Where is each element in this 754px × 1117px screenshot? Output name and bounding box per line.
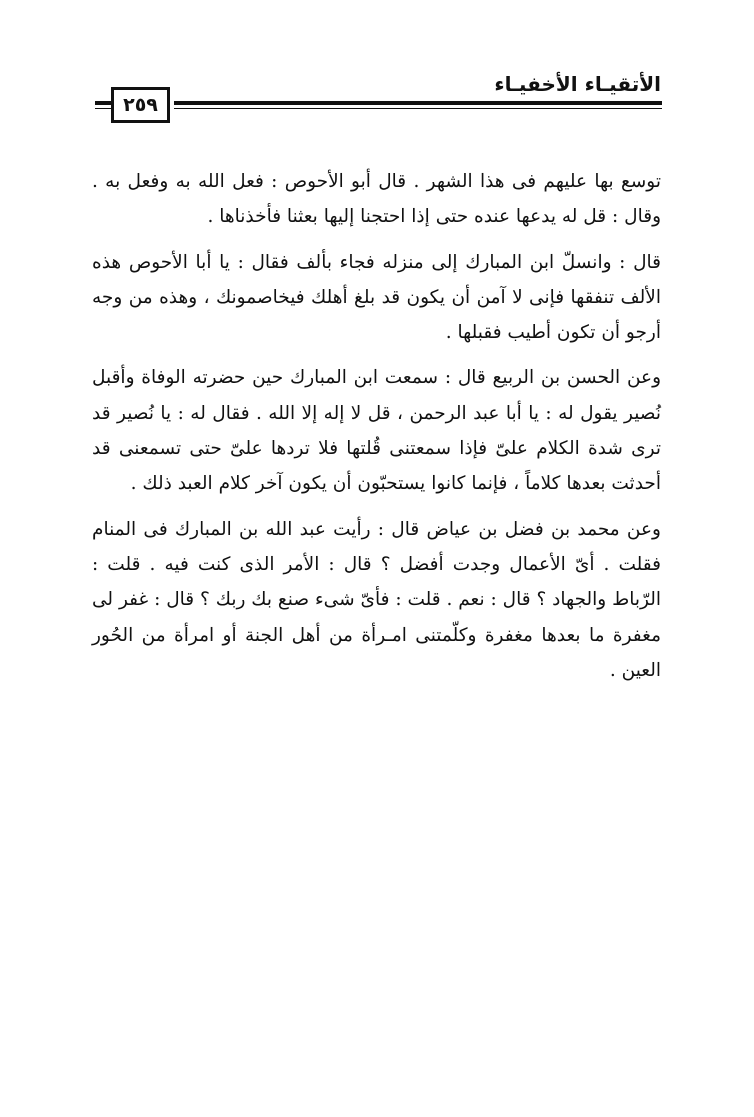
- header-rule-thick: [174, 101, 662, 105]
- paragraph: توسع بها عليهم فى هذا الشهر . قال أبو الأحوص : فعل الله به وفعل به . وقال : قل له يدعها عنده حتى إذا احتجنا إليها بعثنا فأخذناها .: [92, 171, 661, 228]
- header-rule-thin: [174, 108, 662, 109]
- paragraph: وعن الحسن بن الربيع قال : سمعت ابن المبارك حين حضرته الوفاة وأقبل نُصير يقول له : يا أبا عبد الرحمن ، قل لا إله إلا الله . فقال له : يا نُصير قد ترى شدة الكلام علىّ فإذا سمعتنى قُلتها فلا تردها علىّ حتى تسمعنى قد أحدثت بعدها كلاماً ، فإنما كانوا يستحبّون أن يكون آخر كلام العبد ذلك .: [92, 367, 661, 495]
- paragraph: وعن محمد بن فضل بن عياض قال : رأيت عبد الله بن المبارك فى المنام فقلت . أىّ الأعمال وجدت أفضل ؟ قال : الأمر الذى كنت فيه . قلت : الرّباط والجهاد ؟ قال : نعم . قلت : فأىّ شىء صنع بك ربك ؟ قال : غفر لى مغفرة ما بعدها مغفرة وكلّمتنى امـرأة من أهل الجنة أو امرأة من الحُور العين .: [92, 518, 661, 681]
- paragraph: قال : وانسلّ ابن المبارك إلى منزله فجاء بألف فقال : يا أبا الأحوص هذه الألف تنفقها فإنى لا آمن أن يكون قد بلغ أهلك فيخاصمونك ، وهذه من وجه أرجو أن تكون أطيب فقبلها .: [92, 251, 661, 344]
- page-number: ٢٥٩: [111, 87, 170, 123]
- running-title: الأتقيـاء الأخفيـاء: [494, 72, 661, 96]
- body-text: [92, 164, 661, 698]
- header-rule-left-thick: [95, 101, 111, 105]
- header-rule-left-thin: [95, 108, 111, 109]
